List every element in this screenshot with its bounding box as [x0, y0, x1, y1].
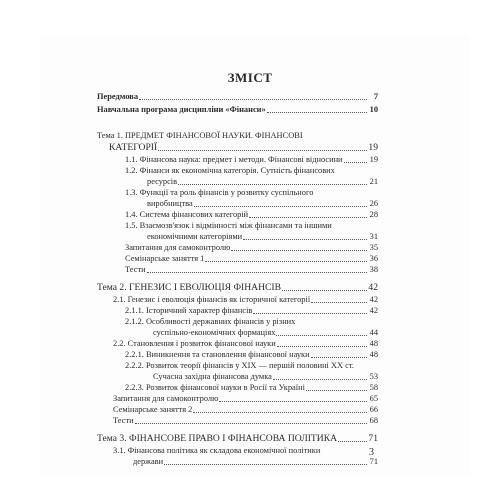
toc-entry-page: 19 — [369, 155, 378, 164]
dot-leader — [311, 302, 367, 303]
toc-entry-page: 36 — [369, 254, 378, 263]
toc-entry-title: Семінарське заняття 1 — [125, 254, 205, 263]
toc-entry-page: 48 — [369, 350, 378, 359]
toc-entry-page: 19 — [368, 142, 378, 153]
toc-entry[interactable] — [97, 105, 378, 115]
toc-topic-heading[interactable] — [97, 283, 378, 293]
toc-entry[interactable] — [113, 416, 378, 426]
dot-leader — [267, 112, 367, 113]
page-number: 3 — [369, 447, 374, 458]
toc-entry-title-cont: Сучасна західна фінансова думка — [153, 372, 272, 381]
toc-entry-title-cont: економічними категоріями — [147, 232, 243, 241]
toc-entry-title: Тема 3. ФІНАНСОВЕ ПРАВО І ФІНАНСОВА ПОЛІТИКА — [97, 433, 338, 444]
toc-entry[interactable] — [147, 199, 378, 209]
toc-entry-title: Тести — [125, 265, 146, 274]
toc-entry-page: 58 — [369, 383, 378, 392]
toc-entry-title: Тести — [113, 416, 134, 425]
toc-entry[interactable] — [113, 394, 378, 404]
dot-leader — [164, 464, 367, 465]
toc-entry-page: 48 — [369, 339, 378, 348]
toc-entry-title: 2.2.3. Розвиток фінансової науки в Росії та Україні — [125, 383, 305, 392]
toc-title: ЗМІСТ — [227, 70, 273, 85]
toc-entry[interactable] — [125, 350, 378, 360]
toc-entry[interactable] — [109, 143, 378, 153]
toc-entry-page: 53 — [369, 372, 378, 381]
toc-entry-title: 2.2.2. Розвиток теорії фінансів у XIX — першій половині XX ст. — [125, 361, 355, 370]
toc-entry[interactable] — [147, 232, 378, 242]
dot-leader — [243, 239, 367, 240]
toc-entry-title: 1.5. Взаємозв'язок і відмінності між фінансами та іншими — [125, 221, 332, 230]
dot-leader — [273, 379, 367, 380]
toc-entry-page: 71 — [368, 433, 378, 444]
toc-entry-page: 35 — [369, 243, 378, 252]
toc-entry-title: 2.1.2. Особливості державних фінансів у різних — [125, 317, 296, 326]
toc-entry-title: 1.1. Фінансова наука: предмет і методи. Фінансові відносини — [125, 155, 343, 164]
toc-entry[interactable] — [125, 383, 378, 393]
dot-leader — [139, 99, 367, 100]
toc-entry-title: 2.1. Генезис і еволюція фінансів як історичної категорії — [113, 295, 311, 304]
dot-leader — [282, 290, 367, 291]
toc-entry-page: 68 — [369, 416, 378, 425]
toc-entry-title: 1.3. Функції та роль фінансів у розвитку суспільного — [125, 188, 314, 197]
dot-leader — [306, 390, 367, 391]
toc-entry-page: 38 — [369, 265, 378, 274]
toc-entry-page: 42 — [369, 306, 378, 315]
toc-entry[interactable] — [125, 265, 378, 275]
dot-leader — [344, 162, 367, 163]
toc-entry-title: Запитання для самоконтролю — [113, 394, 219, 403]
dot-leader — [205, 261, 367, 262]
dot-leader — [219, 401, 367, 402]
toc-entry-title-cont: держави — [133, 457, 164, 466]
dot-leader — [147, 272, 367, 273]
toc-entry-page: 65 — [369, 394, 378, 403]
dot-leader — [193, 412, 367, 413]
toc-entry-title-cont: ресурсів — [147, 177, 178, 186]
toc-entry[interactable] — [125, 254, 378, 264]
dot-leader — [135, 423, 367, 424]
toc-entry-title: 2.2. Становлення і розвиток фінансової науки — [113, 339, 276, 348]
toc-entry-title: Навчальна програма дисципліни «Фінанси» — [97, 105, 266, 114]
dot-leader — [276, 335, 367, 336]
toc-entry-title: КАТЕГОРІЇ — [109, 142, 158, 153]
dot-leader — [194, 206, 367, 207]
toc-entry-page: 26 — [369, 199, 378, 208]
toc-topic-heading: Тема 1. ПРЕДМЕТ ФІНАНСОВОЇ НАУКИ. ФІНАНСОВІ — [97, 131, 303, 140]
toc-entry-page: 31 — [369, 232, 378, 241]
toc-entry-page: 7 — [373, 92, 378, 101]
toc-entry-page: 10 — [369, 105, 378, 114]
toc-entry[interactable] — [125, 155, 378, 165]
toc-entry-page: 42 — [369, 295, 378, 304]
toc-entry[interactable] — [153, 328, 378, 338]
toc-entry[interactable] — [133, 457, 378, 467]
toc-entry-title: Тема 2. ГЕНЕЗИС І ЕВОЛЮЦІЯ ФІНАНСІВ — [97, 282, 281, 293]
toc-entry-page: 42 — [368, 282, 378, 293]
toc-entry[interactable] — [153, 372, 378, 382]
dot-leader — [277, 346, 367, 347]
toc-entry-title: 2.1.1. Історичний характер фінансів — [125, 306, 253, 315]
dot-leader — [253, 313, 367, 314]
toc-entry-page: 21 — [369, 177, 378, 186]
dot-leader — [158, 150, 367, 151]
toc-entry[interactable] — [113, 405, 378, 415]
toc-entry-title: 1.4. Система фінансових категорій — [125, 210, 249, 219]
toc-entry-title: 3.1. Фінансова політика як складова економічної політики — [113, 446, 321, 455]
toc-entry[interactable] — [125, 306, 378, 316]
toc-entry[interactable] — [97, 92, 378, 102]
dot-leader — [249, 217, 367, 218]
toc-entry-title: Семінарське заняття 2 — [113, 405, 193, 414]
toc-entry-title: 2.2.1. Виникнення та становлення фінансової науки — [125, 350, 310, 359]
toc-entry-title-cont: виробництва — [147, 199, 193, 208]
toc-entry-page: 71 — [369, 457, 378, 466]
toc-entry-title-cont: суспільно-економічних формаціях — [153, 328, 276, 337]
toc-entry[interactable] — [113, 295, 378, 305]
toc-entry-page: 28 — [369, 210, 378, 219]
dot-leader — [178, 184, 367, 185]
toc-entry[interactable] — [125, 210, 378, 220]
dot-leader — [231, 250, 367, 251]
toc-entry[interactable] — [147, 177, 378, 187]
toc-entry-title: Запитання для самоконтролю — [125, 243, 231, 252]
toc-topic-heading[interactable] — [97, 434, 378, 444]
toc-entry[interactable] — [113, 339, 378, 349]
dot-leader — [311, 357, 367, 358]
toc-entry-title: 1.2. Фінанси як економічна категорія. Сутність фінансових — [125, 166, 335, 175]
dot-leader — [338, 441, 367, 442]
toc-entry-page: 66 — [369, 405, 378, 414]
toc-entry-title: Передмова — [97, 92, 139, 101]
toc-entry[interactable] — [125, 243, 378, 253]
toc-entry-page: 44 — [369, 328, 378, 337]
